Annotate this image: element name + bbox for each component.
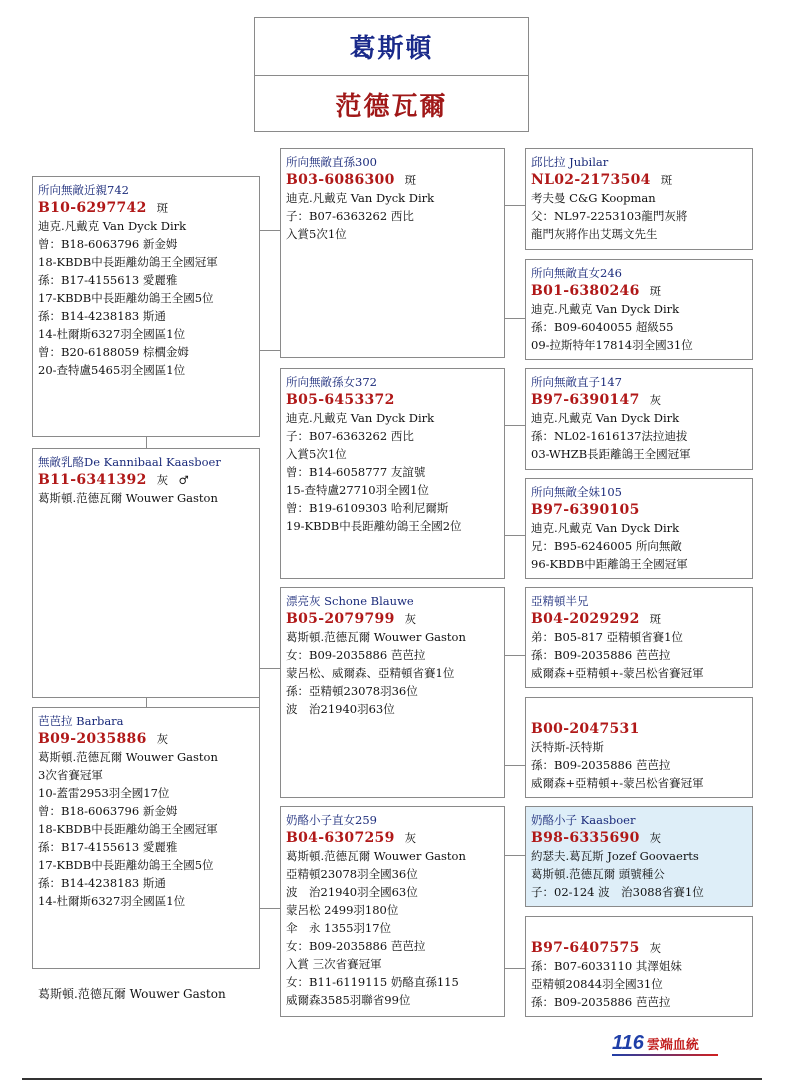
pedigree-line: 弟：B05-817 亞精頓省賽1位 xyxy=(531,630,683,644)
connector-line xyxy=(146,436,147,448)
color-label: 斑 xyxy=(649,612,662,626)
pedigree-line: 96-KBDB中距離鴿王全國冠軍 xyxy=(531,557,688,571)
pedigree-line: 10-蓋雷2953羽全國17位 xyxy=(38,786,170,800)
color-label: 灰 xyxy=(156,732,169,746)
connector-line xyxy=(505,425,525,426)
male-sex-icon: ♂ xyxy=(178,473,190,487)
pedigree-line: 孫：亞精頓23078羽36位 xyxy=(286,684,418,698)
pedigree-line: 孫：B09-6040055 超級55 xyxy=(531,320,674,334)
pedigree-line: 波 治21940羽全國63位 xyxy=(286,885,418,899)
sire-sire-card xyxy=(280,148,505,358)
pedigree-line: 子：B07-6363262 西比 xyxy=(286,209,414,223)
pedigree-line: 迪克.凡戴克 Van Dyck Dirk xyxy=(531,411,680,425)
color-label: 斑 xyxy=(404,173,417,187)
pedigree-line: 約瑟夫.葛瓦斯 Jozef Goovaerts xyxy=(531,849,699,863)
ring-number: B97-6390147 xyxy=(531,392,640,408)
color-label: 灰 xyxy=(404,612,417,626)
pedigree-line: 迪克.凡戴克 Van Dyck Dirk xyxy=(531,302,680,316)
dam-dam-card xyxy=(280,806,505,1017)
pedigree-line: 14-杜爾斯6327羽全國區1位 xyxy=(38,327,186,341)
site-logo xyxy=(612,1032,699,1055)
pedigree-line: 14-杜爾斯6327羽全國區1位 xyxy=(38,894,186,908)
pedigree-line: 葛斯頓.范德瓦爾 Wouwer Gaston xyxy=(286,630,466,644)
pigeon-name: 所向無敵直女246 xyxy=(531,266,622,280)
pedigree-line: 龍門灰將作出艾瑪文先生 xyxy=(531,227,658,241)
color-label: 斑 xyxy=(156,201,169,215)
subject-card xyxy=(32,448,260,698)
pedigree-line: 曾：B18-6063796 新金姆 xyxy=(38,237,178,251)
ring-number: B04-2029292 xyxy=(531,611,640,627)
ring-number: B11-6341392 xyxy=(38,472,147,488)
owner-title-last: 范德瓦爾 xyxy=(335,92,448,122)
connector-line xyxy=(505,205,525,206)
pedigree-line: 波 治21940羽63位 xyxy=(286,702,395,716)
dds-card xyxy=(525,806,753,907)
color-label: 灰 xyxy=(156,473,169,487)
pedigree-line: 孫：B09-2035886 芭芭拉 xyxy=(531,648,671,662)
color-label: 灰 xyxy=(649,831,662,845)
ring-number: B01-6380246 xyxy=(531,283,640,299)
connector-line xyxy=(505,318,525,319)
owner-title-first: 葛斯頓 xyxy=(255,18,528,76)
pedigree-line: 孫：B14-4238183 斯通 xyxy=(38,876,166,890)
pedigree-line: 曾：B18-6063796 新金姆 xyxy=(38,804,178,818)
pigeon-name: 奶酪小子 Kaasboer xyxy=(531,813,636,827)
pedigree-line: 迪克.凡戴克 Van Dyck Dirk xyxy=(286,411,435,425)
pigeon-name: 芭芭拉 Barbara xyxy=(38,714,124,728)
pedigree-line: 伞 永 1355羽17位 xyxy=(286,921,392,935)
pedigree-line: 孫：B17-4155613 愛麗雅 xyxy=(38,273,178,287)
pedigree-line: 迪克.凡戴克 Van Dyck Dirk xyxy=(38,219,187,233)
pedigree-line: 蒙呂松 2499羽180位 xyxy=(286,903,399,917)
pedigree-line: 孫：NL02-1616137法拉迪拔 xyxy=(531,429,688,443)
pedigree-line: 入賞5次1位 xyxy=(286,447,347,461)
pedigree-line: 考夫曼 C&G Koopman xyxy=(531,191,656,205)
connector-line xyxy=(259,668,280,669)
pedigree-line: 迪克.凡戴克 Van Dyck Dirk xyxy=(286,191,435,205)
pedigree-line: 威爾森3585羽聯省99位 xyxy=(286,993,411,1007)
pigeon-name: 所向無敵直子147 xyxy=(531,375,622,389)
sds-card xyxy=(525,368,753,470)
connector-line xyxy=(146,697,147,707)
pedigree-line: 曾：B19-6109303 哈利尼爾斯 xyxy=(286,501,449,515)
pedigree-line: 入賞5次1位 xyxy=(286,227,347,241)
pedigree-line: 孫：B07-6033110 其澤姐妹 xyxy=(531,959,682,973)
pedigree-line: 亞精頓23078羽全國36位 xyxy=(286,867,418,881)
pigeon-name: 所向無敵孫女372 xyxy=(286,375,377,389)
pedigree-line: 子：B07-6363262 西比 xyxy=(286,429,414,443)
ring-number: B05-6453372 xyxy=(286,392,395,408)
pigeon-name: 漂亮灰 Schone Blauwe xyxy=(286,594,414,608)
ring-number: B97-6390105 xyxy=(531,502,640,518)
logo-number: 116 xyxy=(612,1032,644,1054)
dam-sire-card xyxy=(280,587,505,798)
connector-line xyxy=(259,350,280,351)
pedigree-line: 孫：B14-4238183 斯通 xyxy=(38,309,166,323)
pedigree-line: 09-拉斯特年17814羽全國31位 xyxy=(531,338,693,352)
dam-card xyxy=(32,707,260,969)
pedigree-line: 18-KBDB中長距離幼鴿王全國冠軍 xyxy=(38,255,218,269)
ring-number: B05-2079799 xyxy=(286,611,395,627)
pedigree-line: 孫：B09-2035886 芭芭拉 xyxy=(531,995,671,1009)
pedigree-line: 女：B09-2035886 芭芭拉 xyxy=(286,939,426,953)
logo-underline xyxy=(612,1054,718,1056)
ring-number: B10-6297742 xyxy=(38,200,147,216)
pedigree-line: 威爾森+亞精頓+-蒙呂松省賽冠軍 xyxy=(531,776,704,790)
pigeon-name: 奶酪小子直女259 xyxy=(286,813,377,827)
dss-card xyxy=(525,587,753,688)
pedigree-line: 3次省賽冠軍 xyxy=(38,768,103,782)
pedigree-line: 女：B09-2035886 芭芭拉 xyxy=(286,648,426,662)
pigeon-name: 邱比拉 Jubilar xyxy=(531,155,609,169)
ring-number: B03-6086300 xyxy=(286,172,395,188)
color-label: 斑 xyxy=(649,284,662,298)
ring-number: B04-6307259 xyxy=(286,830,395,846)
ring-number: B00-2047531 xyxy=(531,721,640,737)
connector-line xyxy=(505,855,525,856)
pigeon-name: 所向無敵近親742 xyxy=(38,183,129,197)
pedigree-line: 20-查特盧5465羽全國區1位 xyxy=(38,363,186,377)
pedigree-line: 兄：B95-6246005 所向無敵 xyxy=(531,539,682,553)
pedigree-line: 03-WHZB長距離鴿王全國冠軍 xyxy=(531,447,691,461)
pedigree-line: 18-KBDB中長距離幼鴿王全國冠軍 xyxy=(38,822,218,836)
logo-text: 雲端血統 xyxy=(646,1037,699,1052)
pedigree-line: 蒙呂松、威爾森、亞精頓省賽1位 xyxy=(286,666,455,680)
pigeon-name: 所向無敵全妹105 xyxy=(531,485,622,499)
pigeon-name: 所向無敵直孫300 xyxy=(286,155,377,169)
connector-line xyxy=(505,765,525,766)
pedigree-line: 15-查特盧27710羽全國1位 xyxy=(286,483,429,497)
sdd-card xyxy=(525,478,753,579)
sss-card xyxy=(525,148,753,250)
connector-line xyxy=(505,655,525,656)
owner-title-box xyxy=(254,17,529,132)
color-label: 灰 xyxy=(404,831,417,845)
pedigree-line: 孫：B09-2035886 芭芭拉 xyxy=(531,758,671,772)
ring-number: B09-2035886 xyxy=(38,731,147,747)
pedigree-line: 父：NL97-2253103龍門灰將 xyxy=(531,209,688,223)
dsd-card xyxy=(525,697,753,798)
connector-line xyxy=(259,230,280,231)
pedigree-line: 17-KBDB中長距離幼鴿王全國5位 xyxy=(38,291,214,305)
ssd-card xyxy=(525,259,753,360)
pigeon-name: 無敵乳酪De Kannibaal Kaasboer xyxy=(38,455,221,469)
ring-number: B98-6335690 xyxy=(531,830,640,846)
color-label: 灰 xyxy=(649,393,662,407)
connector-line xyxy=(505,535,525,536)
pedigree-line: 葛斯頓.范德瓦爾 Wouwer Gaston xyxy=(38,491,218,505)
pedigree-line: 19-KBDB中長距離幼鴿王全國2位 xyxy=(286,519,462,533)
pedigree-line: 女：B11-6119115 奶酪直孫115 xyxy=(286,975,459,989)
pedigree-line: 孫：B17-4155613 愛麗雅 xyxy=(38,840,178,854)
pedigree-line: 迪克.凡戴克 Van Dyck Dirk xyxy=(531,521,680,535)
owner-name: 葛斯頓.范德瓦爾 Wouwer Gaston xyxy=(38,987,226,1001)
footer-divider xyxy=(22,1078,762,1080)
connector-line xyxy=(259,908,280,909)
color-label: 斑 xyxy=(660,173,673,187)
sire-dam-card xyxy=(280,368,505,579)
pedigree-line: 沃特斯-沃特斯 xyxy=(531,740,604,754)
color-label: 灰 xyxy=(649,941,662,955)
pedigree-line: 曾：B14-6058777 友誼號 xyxy=(286,465,426,479)
ring-number: NL02-2173504 xyxy=(531,172,651,188)
ddd-card xyxy=(525,916,753,1017)
pedigree-line: 曾：B20-6188059 棕櫚金姆 xyxy=(38,345,189,359)
pigeon-name: 亞精頓半兄 xyxy=(531,594,589,608)
pedigree-line: 葛斯頓.范德瓦爾 Wouwer Gaston xyxy=(286,849,466,863)
pedigree-line: 子：02-124 波 治3088省賽1位 xyxy=(531,885,704,899)
pedigree-line: 入賞 三次省賽冠軍 xyxy=(286,957,382,971)
pedigree-line: 17-KBDB中長距離幼鴿王全國5位 xyxy=(38,858,214,872)
pedigree-line: 葛斯頓.范德瓦爾 頭號種公 xyxy=(531,867,665,881)
pedigree-line: 葛斯頓.范德瓦爾 Wouwer Gaston xyxy=(38,750,218,764)
pedigree-line: 亞精頓20844羽全國31位 xyxy=(531,977,663,991)
connector-line xyxy=(505,968,525,969)
sire-card xyxy=(32,176,260,437)
pedigree-line: 威爾森+亞精頓+-蒙呂松省賽冠軍 xyxy=(531,666,704,680)
ring-number: B97-6407575 xyxy=(531,940,640,956)
